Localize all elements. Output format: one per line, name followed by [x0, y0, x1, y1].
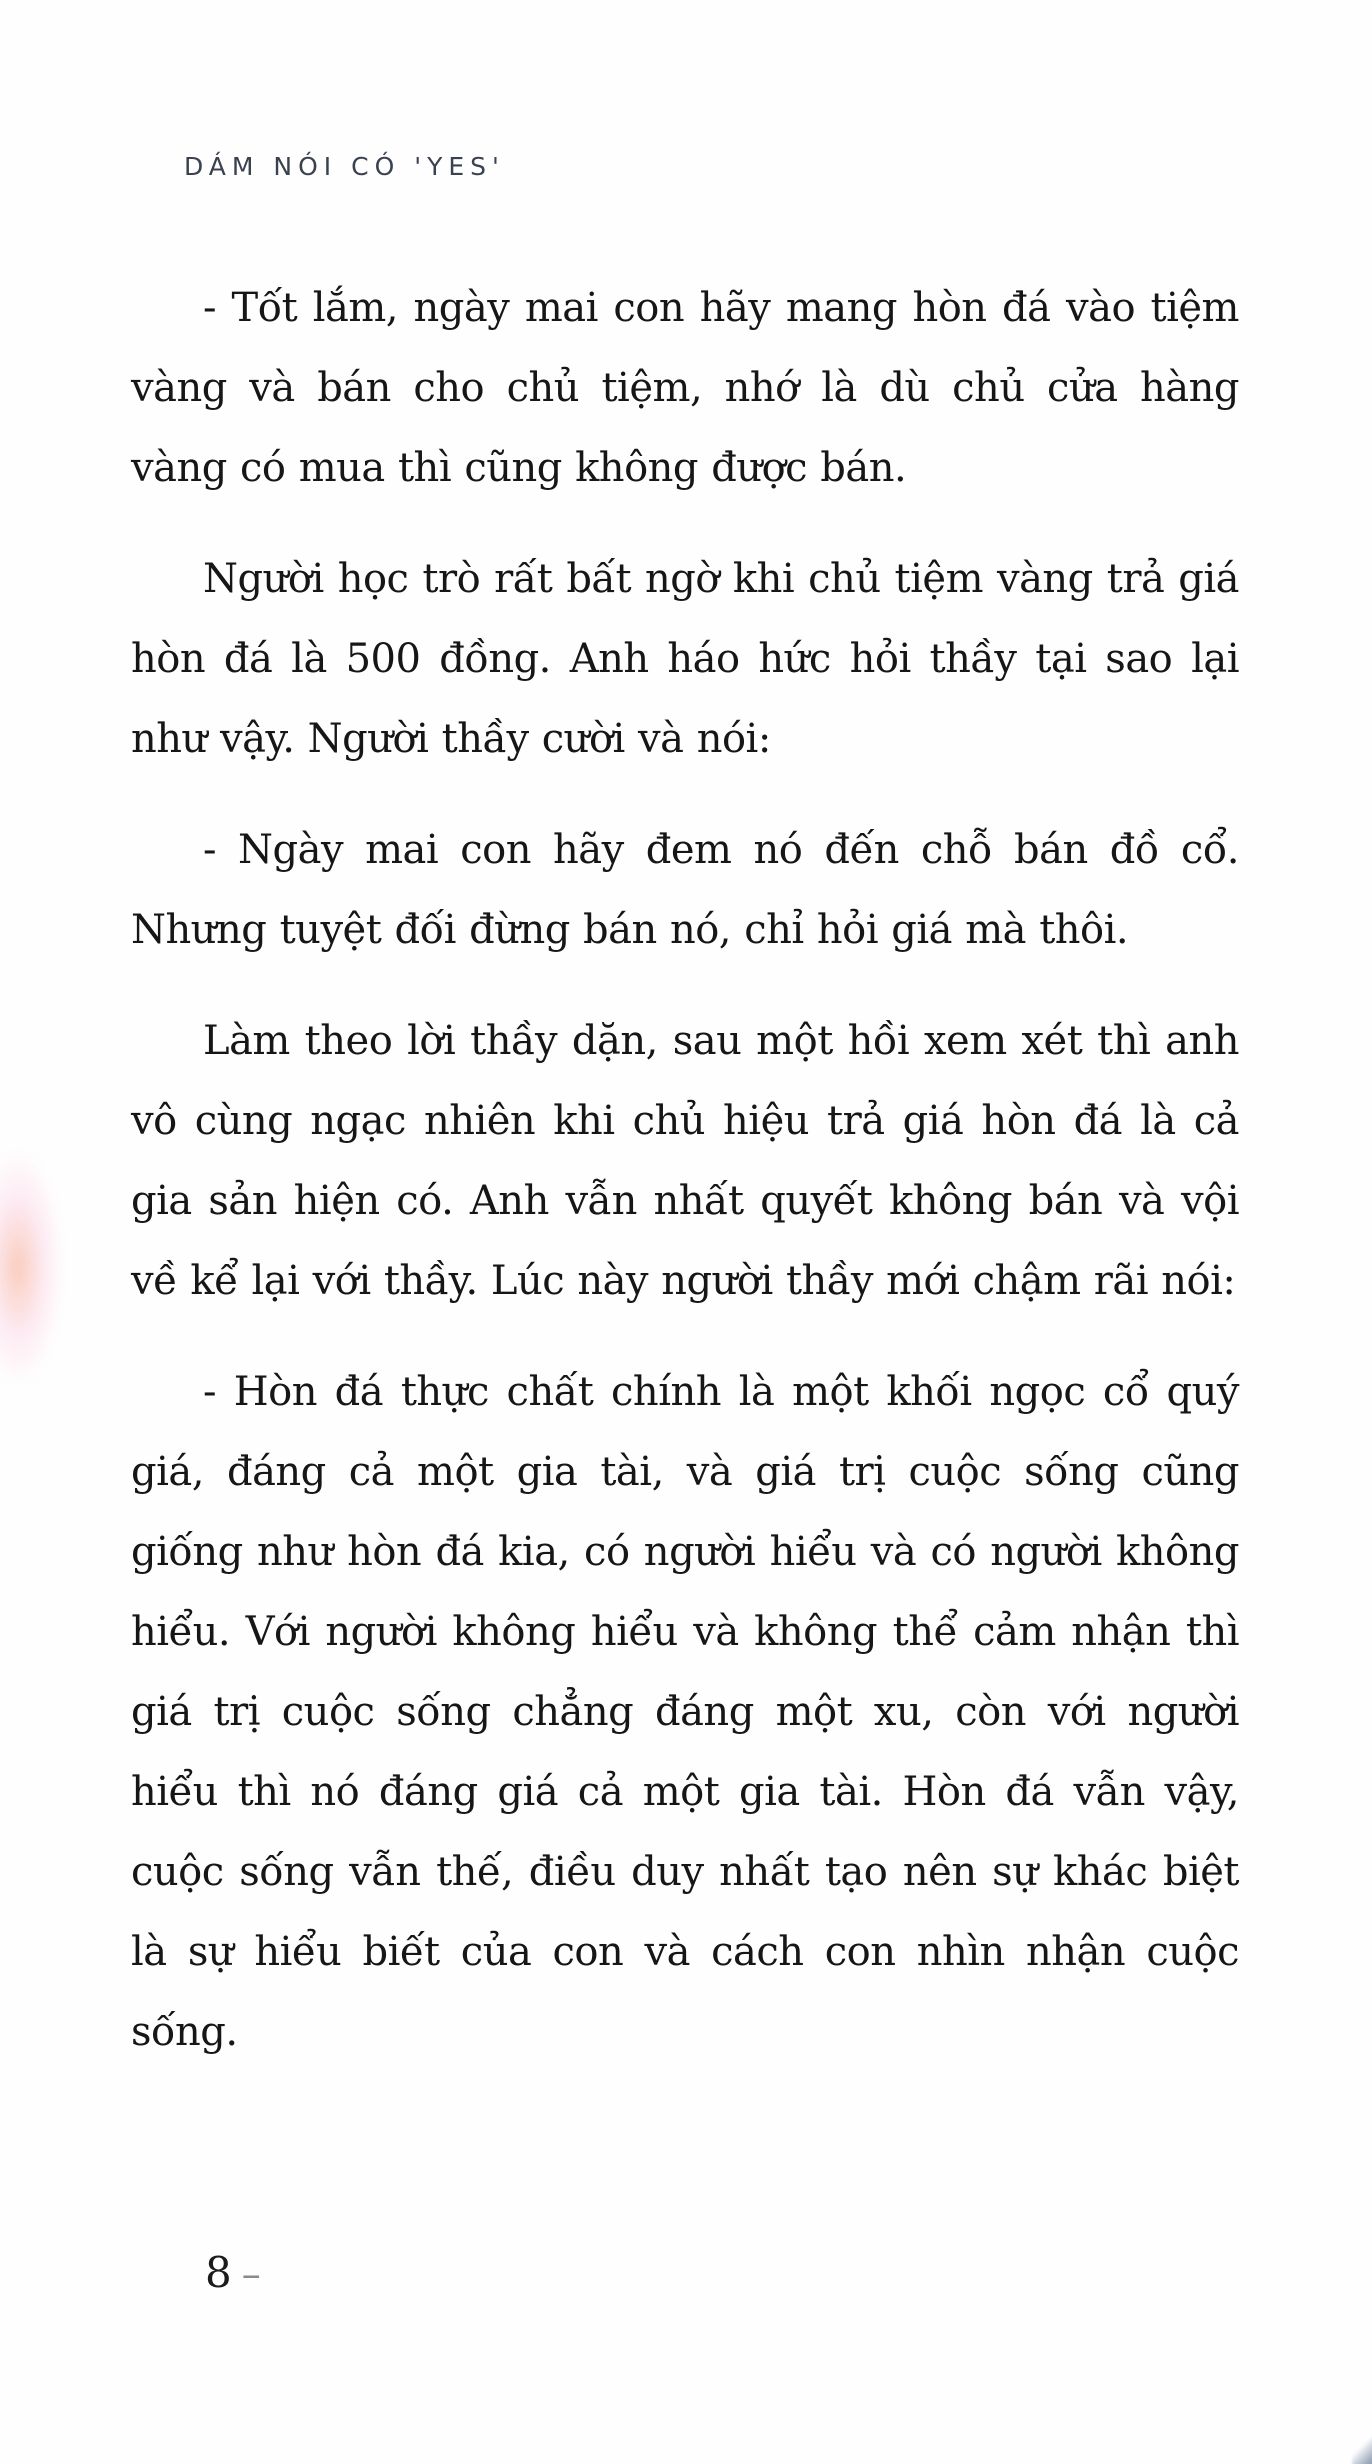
paragraph-narration-1: Người học trò rất bất ngờ khi chủ tiệm vàng trả giá hòn đá là 500 đồng. Anh háo hức hỏi thầy tại sao lại như vậy. Người thầy cười và nói:: [131, 556, 1239, 762]
paragraph-dialogue-1: - Tốt lắm, ngày mai con hãy mang hòn đá vào tiệm vàng và bán cho chủ tiệm, nhớ là dù chủ cửa hàng vàng có mua thì cũng không được bán.: [131, 285, 1239, 491]
scan-smudge-pink: [0, 1148, 64, 1386]
page-number: [205, 2248, 261, 2297]
scan-corner-mark: [1352, 2434, 1372, 2464]
page-number-dash: –: [241, 2252, 261, 2296]
running-head: DÁM NÓI CÓ 'YES': [184, 152, 505, 181]
paragraph-narration-2: Làm theo lời thầy dặn, sau một hồi xem xét thì anh vô cùng ngạc nhiên khi chủ hiệu trả giá hòn đá là cả gia sản hiện có. Anh vẫn nhất quyết không bán và vội về kể lại với thầy. Lúc này người thầy mới chậm rãi nói:: [131, 1018, 1239, 1304]
paragraph-dialogue-3: - Hòn đá thực chất chính là một khối ngọc cổ quý giá, đáng cả một gia tài, và giá trị cuộc sống cũng giống như hòn đá kia, có người hiểu và có người không hiểu. Với người không hiểu và không thể cảm nhận thì giá trị cuộc sống chẳng đáng một xu, còn với người hiểu thì nó đáng giá cả một gia tài. Hòn đá vẫn vậy, cuộc sống vẫn thế, điều duy nhất tạo nên sự khác biệt là sự hiểu biết của con và cách con nhìn nhận cuộc sống.: [131, 1369, 1239, 2055]
paragraph-dialogue-2: - Ngày mai con hãy đem nó đến chỗ bán đồ cổ. Nhưng tuyệt đối đừng bán nó, chỉ hỏi giá mà thôi.: [131, 827, 1239, 953]
body-text: [131, 268, 1239, 2103]
page-number-value: 8: [205, 2248, 232, 2297]
